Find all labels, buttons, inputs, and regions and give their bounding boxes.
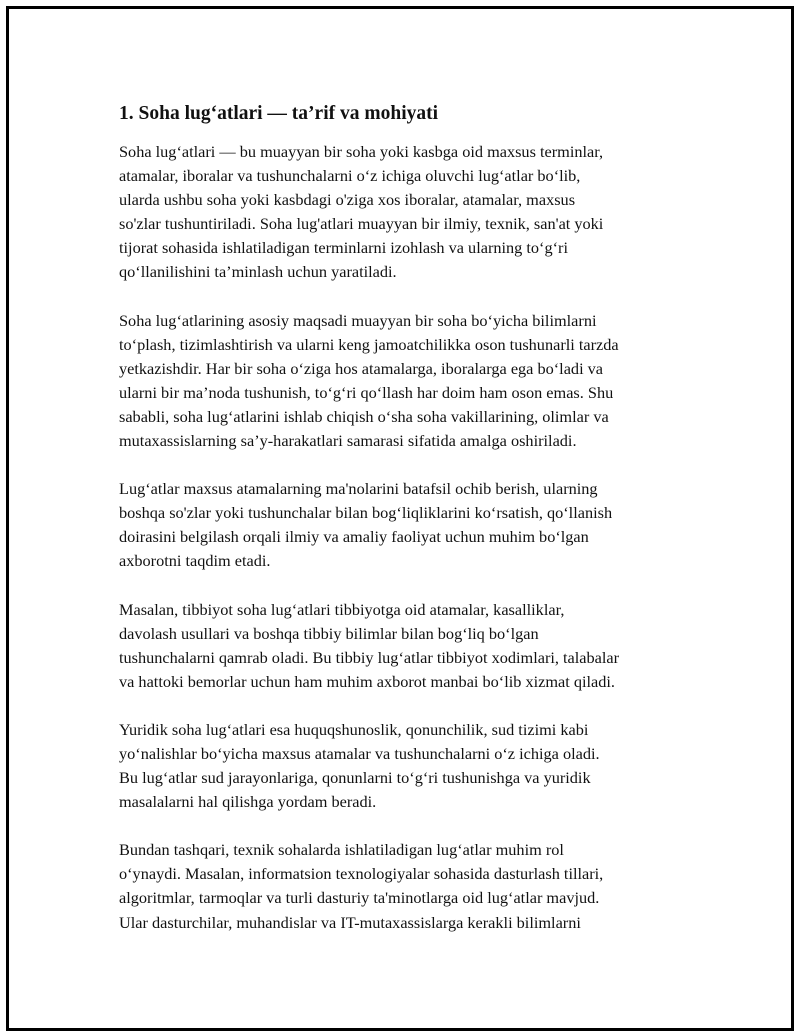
paragraph-2: Soha lug‘atlarining asosiy maqsadi muayyan bir soha bo‘yicha bilimlarni to‘plash, tizimlashtirish va ularni keng jamoatchilikka oson tushunarli tarzda yetkazishdir. Har bir soha o‘ziga hos atamalarga, iboralarga ega bo‘ladi va ularni bir ma’noda tushunish, to‘g‘ri qo‘llash har doim ham oson emas. Shu sababli, soha lug‘atlarini ishlab chiqish o‘sha soha vakillarining, olimlar va mutaxassislarning sa’y-harakatlari samarasi sifatida amalga oshiriladi. — [119, 310, 619, 451]
paragraph-6: Bundan tashqari, texnik sohalarda ishlatiladigan lug‘atlar muhim rol o‘ynaydi. Masalan, informatsion texnologiyalar sohasida dasturlash tillari, algoritmlar, tarmoqlar va turli dasturiy ta'minotlarga oid lug‘atlar mavjud. Ular dasturchilar, muhandislar va IT-mutaxassislarga kerakli bilimlarni — [119, 840, 604, 932]
section-heading: 1. Soha lug‘atlari — ta’rif va mohiyati — [119, 103, 439, 124]
paragraph-4: Masalan, tibbiyot soha lug‘atlari tibbiyotga oid atamalar, kasalliklar, davolash usullari va boshqa tibbiy bilimlar bilan bog‘liq bo‘lgan tushunchalarni qamrab oladi. Bu tibbiy lug‘atlar tibbiyot xodimlari, talabalar va hattoki bemorlar uchun ham muhim axborot manbai bo‘lib xizmat qiladi. — [119, 599, 620, 691]
paragraph-1: Soha lug‘atlari — bu muayyan bir soha yoki kasbga oid maxsus terminlar, atamalar, iboralar va tushunchalarni o‘z ichiga oluvchi lug‘atlar bo‘lib, ularda ushbu soha yoki kasbdagi o'ziga xos iboralar, atamalar, maxsus so'zlar tushuntiriladi. Soha lug'atlari muayyan bir ilmiy, texnik, san'at yoki tijorat sohasida ishlatiladigan terminlarni izohlash va ularning to‘g‘ri qo‘llanilishini ta’minlash uchun yaratiladi. — [119, 142, 604, 282]
document-body — [119, 101, 699, 959]
paragraph-3: Lug‘atlar maxsus atamalarning ma'nolarini batafsil ochib berish, ularning boshqa so'zlar yoki tushunchalar bilan bog‘liqliklarini ko‘rsatish, qo‘llanish doirasini belgilash orqali ilmiy va amaliy faoliyat uchun muhim bo‘lgan axborotni taqdim etadi. — [119, 479, 613, 571]
page-frame — [6, 6, 794, 1031]
paragraph-5: Yuridik soha lug‘atlari esa huquqshunoslik, qonunchilik, sud tizimi kabi yo‘nalishlar bo‘yicha maxsus atamalar va tushunchalarni o‘z ichiga oladi. Bu lug‘atlar sud jarayonlariga, qonunlarni to‘g‘ri tushunishga va yuridik masalalarni hal qilishga yordam beradi. — [119, 719, 600, 812]
